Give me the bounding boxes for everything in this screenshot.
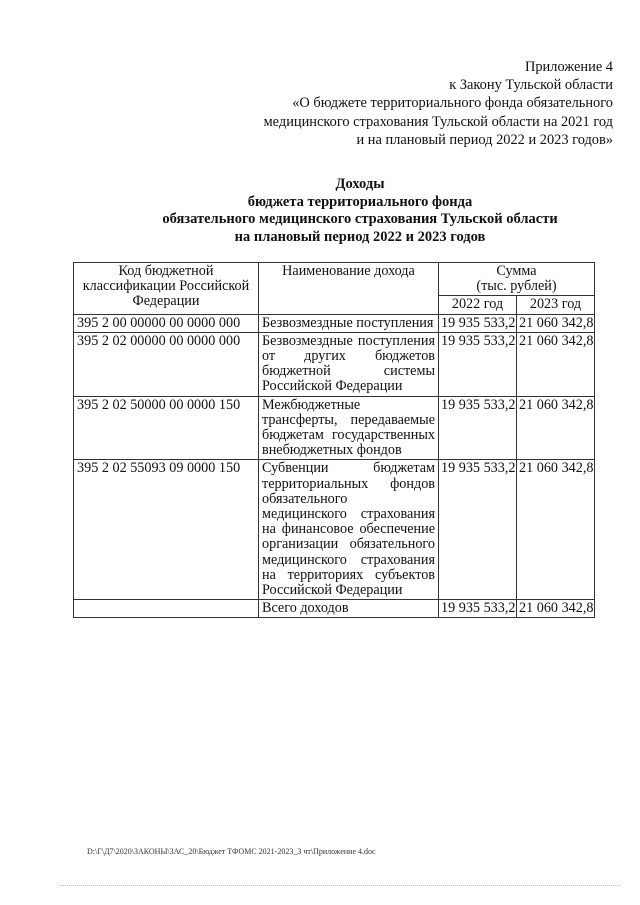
table-header-row: [74, 263, 595, 296]
row-name: Безвозмездные поступления: [259, 314, 439, 332]
row-value-2022: 19 935 533,2: [439, 314, 517, 332]
row-name: Субвенции бюджетам территориальных фондов обязательного медицинского страхования на финансовое обеспечение организации обязательного медицинского страхования на территориях субъектов Российской Федерации: [259, 460, 439, 600]
row-name: Безвозмездные поступления от других бюджетов бюджетной системы Российской Федерации: [259, 332, 439, 396]
header-year-2022: 2022 год: [439, 296, 517, 314]
header-code: Код бюджетной классификации Российской Федерации: [74, 263, 259, 315]
header-name: Наименование дохода: [259, 263, 439, 315]
row-value-2023: 21 060 342,8: [517, 460, 595, 600]
title-line-3: обязательного медицинского страхования Тульской области: [162, 211, 558, 228]
header-year-2023: 2023 год: [517, 296, 595, 314]
header-sum-unit: (тыс. рублей): [476, 278, 557, 295]
table-row: [74, 396, 595, 460]
row-value-2022: 19 935 533,2: [439, 460, 517, 600]
income-table: [73, 262, 595, 618]
table-row: [74, 460, 595, 600]
annex-law-title-2: медицинского страхования Тульской области на 2021 год: [263, 113, 613, 130]
row-value-2023: 21 060 342,8: [517, 396, 595, 460]
table-row: [74, 314, 595, 332]
annex-law-title-3: и на плановый период 2022 и 2023 годов»: [356, 131, 613, 148]
total-empty-cell: [74, 600, 259, 618]
row-code: 395 2 02 00000 00 0000 000: [74, 332, 259, 396]
row-code: 395 2 02 50000 00 0000 150: [74, 396, 259, 460]
total-label: Всего доходов: [259, 600, 439, 618]
title-line-2: бюджета территориального фонда: [247, 193, 473, 210]
annex-block: [193, 58, 613, 149]
document-title: [110, 176, 610, 246]
total-value-2022: 19 935 533,2: [439, 600, 517, 618]
table-row: [74, 332, 595, 396]
row-value-2022: 19 935 533,2: [439, 396, 517, 460]
table-total-row: [74, 600, 595, 618]
scan-dotted-line: [60, 885, 620, 886]
row-code: 395 2 00 00000 00 0000 000: [74, 314, 259, 332]
title-line-1: Доходы: [335, 176, 385, 192]
annex-law-title-1: «О бюджете территориального фонда обязательного: [292, 95, 613, 112]
total-value-2023: 21 060 342,8: [517, 600, 595, 618]
row-value-2023: 21 060 342,8: [517, 332, 595, 396]
title-line-4: на плановый период 2022 и 2023 годов: [234, 228, 486, 245]
annex-number: Приложение 4: [524, 59, 613, 75]
annex-law-ref: к Закону Тульской области: [449, 77, 613, 94]
row-code: 395 2 02 55093 09 0000 150: [74, 460, 259, 600]
row-value-2023: 21 060 342,8: [517, 314, 595, 332]
file-path-footer: D:\Г\Д7\2020\ЗАКОНЫ\ЗАС_20\Бюджет ТФОМС 2021-2023_3 чт\Приложение 4.doc: [87, 847, 376, 856]
row-value-2022: 19 935 533,2: [439, 332, 517, 396]
header-sum: [439, 263, 595, 296]
header-sum-label: Сумма: [496, 263, 537, 279]
row-name: Межбюджетные трансферты, передаваемые бюджетам государственных внебюджетных фондов: [259, 396, 439, 460]
